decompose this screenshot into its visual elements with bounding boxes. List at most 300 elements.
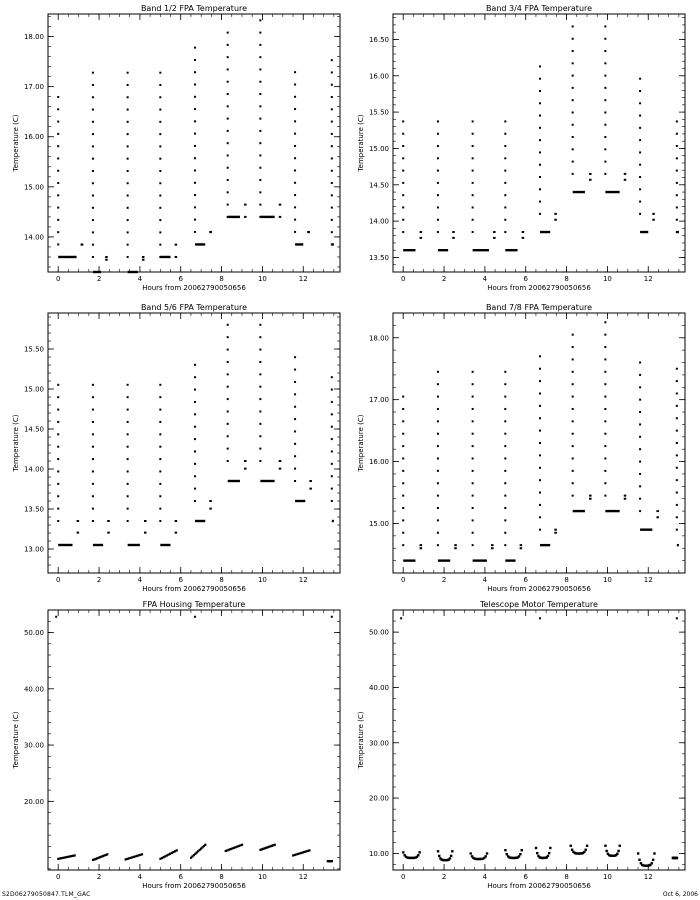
data-point xyxy=(504,170,506,172)
data-point xyxy=(652,219,655,221)
data-point xyxy=(127,433,129,435)
data-point xyxy=(572,99,574,101)
data-point xyxy=(539,380,541,382)
data-point xyxy=(572,383,574,385)
plot-frame xyxy=(48,14,340,272)
data-point xyxy=(227,460,229,462)
x-tick-label: 2 xyxy=(441,873,447,881)
data-point xyxy=(127,483,129,485)
data-point xyxy=(127,458,129,460)
data-point xyxy=(604,396,606,398)
data-point xyxy=(127,145,129,147)
data-plateau xyxy=(195,243,205,245)
data-point xyxy=(504,408,506,410)
data-point xyxy=(259,142,261,144)
x-tick-label: 2 xyxy=(441,576,447,584)
data-point xyxy=(57,170,59,172)
x-tick-label: 8 xyxy=(219,873,224,881)
data-point xyxy=(539,516,541,518)
data-point xyxy=(402,851,404,853)
chart-title: Band 7/8 FPA Temperature xyxy=(485,303,593,312)
data-point xyxy=(194,71,196,73)
data-point xyxy=(539,90,541,92)
data-point xyxy=(127,384,129,386)
data-point xyxy=(504,507,506,509)
plot-frame xyxy=(393,610,685,870)
data-point xyxy=(127,446,129,448)
data-point xyxy=(604,845,606,847)
data-plateau xyxy=(295,243,303,245)
data-point xyxy=(279,468,282,470)
data-point xyxy=(402,507,404,509)
data-point xyxy=(92,384,94,386)
data-point xyxy=(81,244,84,246)
data-point xyxy=(572,495,574,497)
x-tick-label: 8 xyxy=(564,873,569,881)
data-point xyxy=(437,157,439,159)
data-point xyxy=(604,50,606,52)
data-point xyxy=(472,120,474,122)
data-point xyxy=(92,446,94,448)
data-point xyxy=(437,408,439,410)
data-point xyxy=(92,121,94,123)
data-point xyxy=(539,139,541,141)
data-point xyxy=(159,483,161,485)
data-point xyxy=(656,516,659,518)
data-point xyxy=(653,852,655,854)
x-tick-label: 8 xyxy=(219,275,224,283)
data-point xyxy=(57,121,59,123)
x-tick-label: 10 xyxy=(602,275,612,283)
data-point xyxy=(472,133,474,135)
data-point xyxy=(604,148,606,150)
data-point xyxy=(604,38,606,40)
x-tick-label: 10 xyxy=(257,275,267,283)
data-point xyxy=(57,207,59,209)
data-point xyxy=(522,231,525,233)
data-point xyxy=(437,231,439,233)
data-point xyxy=(159,446,161,448)
data-point xyxy=(244,468,247,470)
data-point xyxy=(402,120,404,122)
data-plateau xyxy=(573,510,585,512)
data-point xyxy=(331,413,333,415)
data-point xyxy=(520,547,523,549)
data-point xyxy=(204,844,206,846)
chart-title: Band 3/4 FPA Temperature xyxy=(485,4,593,13)
data-point xyxy=(227,56,229,58)
data-point xyxy=(331,84,333,86)
data-point xyxy=(57,157,59,159)
data-point xyxy=(294,369,296,371)
data-point xyxy=(175,244,178,246)
data-point xyxy=(127,72,129,74)
data-point xyxy=(331,488,333,490)
data-point xyxy=(294,194,296,196)
data-point xyxy=(259,19,261,21)
data-point xyxy=(294,182,296,184)
data-point xyxy=(539,65,541,67)
data-point xyxy=(604,470,606,472)
data-point xyxy=(57,194,59,196)
x-tick-label: 2 xyxy=(96,275,102,283)
data-point xyxy=(437,495,439,497)
data-point xyxy=(194,463,196,465)
data-point xyxy=(472,457,474,459)
data-point xyxy=(604,445,606,447)
data-points xyxy=(400,617,678,867)
data-point xyxy=(209,231,212,233)
data-point xyxy=(504,519,506,521)
data-point xyxy=(420,544,423,546)
data-point xyxy=(227,167,229,169)
y-tick-label: 13.50 xyxy=(23,505,44,514)
data-point xyxy=(548,852,550,854)
data-point xyxy=(437,371,439,373)
data-point xyxy=(504,420,506,422)
chart-title: Band 1/2 FPA Temperature xyxy=(140,4,248,13)
data-plateau xyxy=(228,480,240,482)
data-point xyxy=(676,368,678,370)
data-point xyxy=(572,111,574,113)
data-point xyxy=(259,410,261,412)
data-point xyxy=(639,201,641,203)
x-tick-label: 8 xyxy=(564,576,569,584)
data-spike xyxy=(539,617,541,619)
data-point xyxy=(572,371,574,373)
data-point xyxy=(127,409,129,411)
data-point xyxy=(572,433,574,435)
data-point xyxy=(259,435,261,437)
y-tick-label: 14.50 xyxy=(368,181,389,190)
data-point xyxy=(418,851,420,853)
data-point xyxy=(57,470,59,472)
plot-frame xyxy=(48,610,340,870)
data-point xyxy=(57,458,59,460)
data-point xyxy=(402,145,404,147)
chart-panel-1 xyxy=(4,2,352,300)
data-point xyxy=(92,133,94,135)
data-point xyxy=(159,384,161,386)
data-point xyxy=(450,855,452,857)
data-point xyxy=(274,844,276,846)
y-tick-label: 15.00 xyxy=(23,183,44,192)
y-tick-label: 20.00 xyxy=(23,797,44,806)
data-point xyxy=(402,470,404,472)
data-point xyxy=(437,519,439,521)
data-plateau xyxy=(403,559,415,561)
data-point xyxy=(539,355,541,357)
data-point xyxy=(604,25,606,27)
data-point xyxy=(676,405,678,407)
data-point xyxy=(676,492,678,494)
data-point xyxy=(92,244,94,246)
data-point xyxy=(57,446,59,448)
data-point xyxy=(604,457,606,459)
data-point xyxy=(454,544,457,546)
data-point xyxy=(57,421,59,423)
data-plateau xyxy=(540,231,550,233)
data-point xyxy=(294,133,296,135)
data-point xyxy=(92,396,94,398)
data-point xyxy=(437,457,439,459)
data-point xyxy=(604,420,606,422)
data-point xyxy=(572,420,574,422)
data-point xyxy=(92,195,94,197)
data-point xyxy=(402,194,404,196)
data-point xyxy=(616,853,618,855)
data-plateau xyxy=(505,559,515,561)
data-point xyxy=(572,50,574,52)
chart-panel-4 xyxy=(349,301,697,601)
data-point xyxy=(420,237,423,239)
data-point xyxy=(536,852,538,854)
data-point xyxy=(539,504,541,506)
data-point xyxy=(402,219,404,221)
data-point xyxy=(539,164,541,166)
data-point xyxy=(402,457,404,459)
data-point xyxy=(539,392,541,394)
data-point xyxy=(227,386,229,388)
data-point xyxy=(520,544,523,546)
data-point xyxy=(159,470,161,472)
data-plateau xyxy=(605,510,619,512)
chart-title: Telescope Motor Temperature xyxy=(480,600,598,609)
data-plateau xyxy=(332,520,334,522)
data-point xyxy=(159,495,161,497)
data-point xyxy=(294,219,296,221)
x-tick-label: 6 xyxy=(523,576,528,584)
data-point xyxy=(402,170,404,172)
data-point xyxy=(604,371,606,373)
data-point xyxy=(127,231,129,233)
x-tick-label: 12 xyxy=(298,873,308,881)
data-point xyxy=(539,417,541,419)
data-point xyxy=(92,84,94,86)
data-point xyxy=(676,529,678,531)
x-tick-label: 8 xyxy=(219,576,224,584)
data-point xyxy=(472,194,474,196)
data-point xyxy=(331,860,333,862)
data-point xyxy=(194,401,196,403)
data-plateau xyxy=(438,559,450,561)
data-point xyxy=(227,118,229,120)
data-plateau xyxy=(403,249,415,251)
data-point xyxy=(92,508,94,510)
data-point xyxy=(227,68,229,70)
data-point xyxy=(159,508,161,510)
data-point xyxy=(159,195,161,197)
data-point xyxy=(294,96,296,98)
data-point xyxy=(539,201,541,203)
data-point xyxy=(676,454,678,456)
data-point xyxy=(402,408,404,410)
data-point xyxy=(572,445,574,447)
data-point xyxy=(605,850,607,852)
data-point xyxy=(259,44,261,46)
data-point xyxy=(402,495,404,497)
x-axis-label: Hours from 20062790050656 xyxy=(142,284,246,292)
data-point xyxy=(676,145,678,147)
data-point xyxy=(604,173,606,175)
data-point xyxy=(175,532,178,534)
data-point xyxy=(259,105,261,107)
data-point xyxy=(472,470,474,472)
data-point xyxy=(294,381,296,383)
data-point xyxy=(57,495,59,497)
data-point xyxy=(589,498,592,500)
data-point xyxy=(420,231,423,233)
data-point xyxy=(539,529,541,531)
data-point xyxy=(589,495,592,497)
data-point xyxy=(127,495,129,497)
data-plateau xyxy=(93,271,101,273)
data-point xyxy=(639,485,641,487)
data-points xyxy=(402,321,679,562)
data-point xyxy=(638,859,640,861)
data-point xyxy=(539,78,541,80)
data-point xyxy=(572,396,574,398)
data-point xyxy=(92,458,94,460)
chart-panel-6 xyxy=(349,598,697,898)
data-point xyxy=(294,455,296,457)
data-point xyxy=(571,849,573,851)
data-point xyxy=(402,206,404,208)
data-point xyxy=(639,127,641,129)
data-point xyxy=(159,231,161,233)
data-point xyxy=(259,460,261,462)
data-point xyxy=(159,121,161,123)
data-point xyxy=(437,182,439,184)
x-tick-label: 0 xyxy=(400,873,406,881)
x-tick-label: 10 xyxy=(257,576,267,584)
data-point xyxy=(676,194,678,196)
data-point xyxy=(504,194,506,196)
x-tick-label: 12 xyxy=(298,275,308,283)
data-point xyxy=(259,336,261,338)
data-point xyxy=(437,133,439,135)
data-point xyxy=(522,237,525,239)
data-point xyxy=(57,145,59,147)
data-point xyxy=(402,445,404,447)
data-point xyxy=(504,182,506,184)
data-point xyxy=(604,111,606,113)
data-point xyxy=(437,396,439,398)
data-point xyxy=(227,448,229,450)
data-plateau xyxy=(677,544,679,546)
data-point xyxy=(106,853,108,855)
data-point xyxy=(452,231,455,233)
data-point xyxy=(493,237,496,239)
x-tick-label: 4 xyxy=(482,873,488,881)
data-point xyxy=(437,219,439,221)
data-point xyxy=(639,448,641,450)
data-point xyxy=(639,510,641,512)
data-point xyxy=(127,256,129,258)
data-point xyxy=(92,219,94,221)
data-point xyxy=(472,445,474,447)
y-tick-label: 14.00 xyxy=(23,465,44,474)
y-tick-label: 14.00 xyxy=(368,217,389,226)
data-point xyxy=(92,409,94,411)
data-point xyxy=(539,454,541,456)
data-point xyxy=(504,482,506,484)
data-point xyxy=(572,482,574,484)
data-point xyxy=(504,470,506,472)
data-point xyxy=(105,256,108,258)
data-point xyxy=(451,850,453,852)
data-point xyxy=(227,32,229,34)
data-point xyxy=(194,231,196,233)
data-point xyxy=(604,358,606,360)
y-tick-label: 13.00 xyxy=(23,545,44,554)
data-point xyxy=(676,120,678,122)
data-point xyxy=(331,170,333,172)
data-point xyxy=(294,418,296,420)
data-point xyxy=(504,157,506,159)
data-point xyxy=(159,520,161,522)
data-point xyxy=(159,170,161,172)
data-point xyxy=(227,398,229,400)
data-point xyxy=(331,108,333,110)
data-point xyxy=(57,384,59,386)
data-point xyxy=(438,855,440,857)
x-tick-label: 6 xyxy=(523,873,528,881)
data-point xyxy=(452,237,455,239)
data-point xyxy=(331,389,333,391)
data-point xyxy=(437,420,439,422)
y-tick-label: 30.00 xyxy=(23,741,44,750)
data-plateau xyxy=(295,500,305,502)
data-point xyxy=(504,495,506,497)
data-point xyxy=(244,216,247,218)
data-point xyxy=(472,482,474,484)
x-tick-label: 12 xyxy=(643,275,653,283)
data-point xyxy=(259,373,261,375)
data-point xyxy=(539,151,541,153)
data-point xyxy=(539,405,541,407)
data-point xyxy=(331,401,333,403)
x-tick-label: 0 xyxy=(55,873,61,881)
data-point xyxy=(572,470,574,472)
data-point xyxy=(159,219,161,221)
data-point xyxy=(472,182,474,184)
data-point xyxy=(127,219,129,221)
data-point xyxy=(472,145,474,147)
data-point xyxy=(639,164,641,166)
data-point xyxy=(294,430,296,432)
data-point xyxy=(194,96,196,98)
data-point xyxy=(259,179,261,181)
y-tick-label: 17.00 xyxy=(368,396,389,405)
data-point xyxy=(472,532,474,534)
data-point xyxy=(331,500,333,502)
x-tick-label: 12 xyxy=(298,576,308,584)
chart-panel-2 xyxy=(349,2,697,300)
data-point xyxy=(604,62,606,64)
y-tick-label: 16.00 xyxy=(368,458,389,467)
data-point xyxy=(472,420,474,422)
data-point xyxy=(437,383,439,385)
data-point xyxy=(227,435,229,437)
data-point xyxy=(504,544,506,546)
data-plateau xyxy=(160,544,170,546)
data-point xyxy=(159,396,161,398)
data-point xyxy=(259,398,261,400)
data-point xyxy=(127,158,129,160)
y-tick-label: 17.00 xyxy=(23,83,44,92)
data-point xyxy=(676,442,678,444)
